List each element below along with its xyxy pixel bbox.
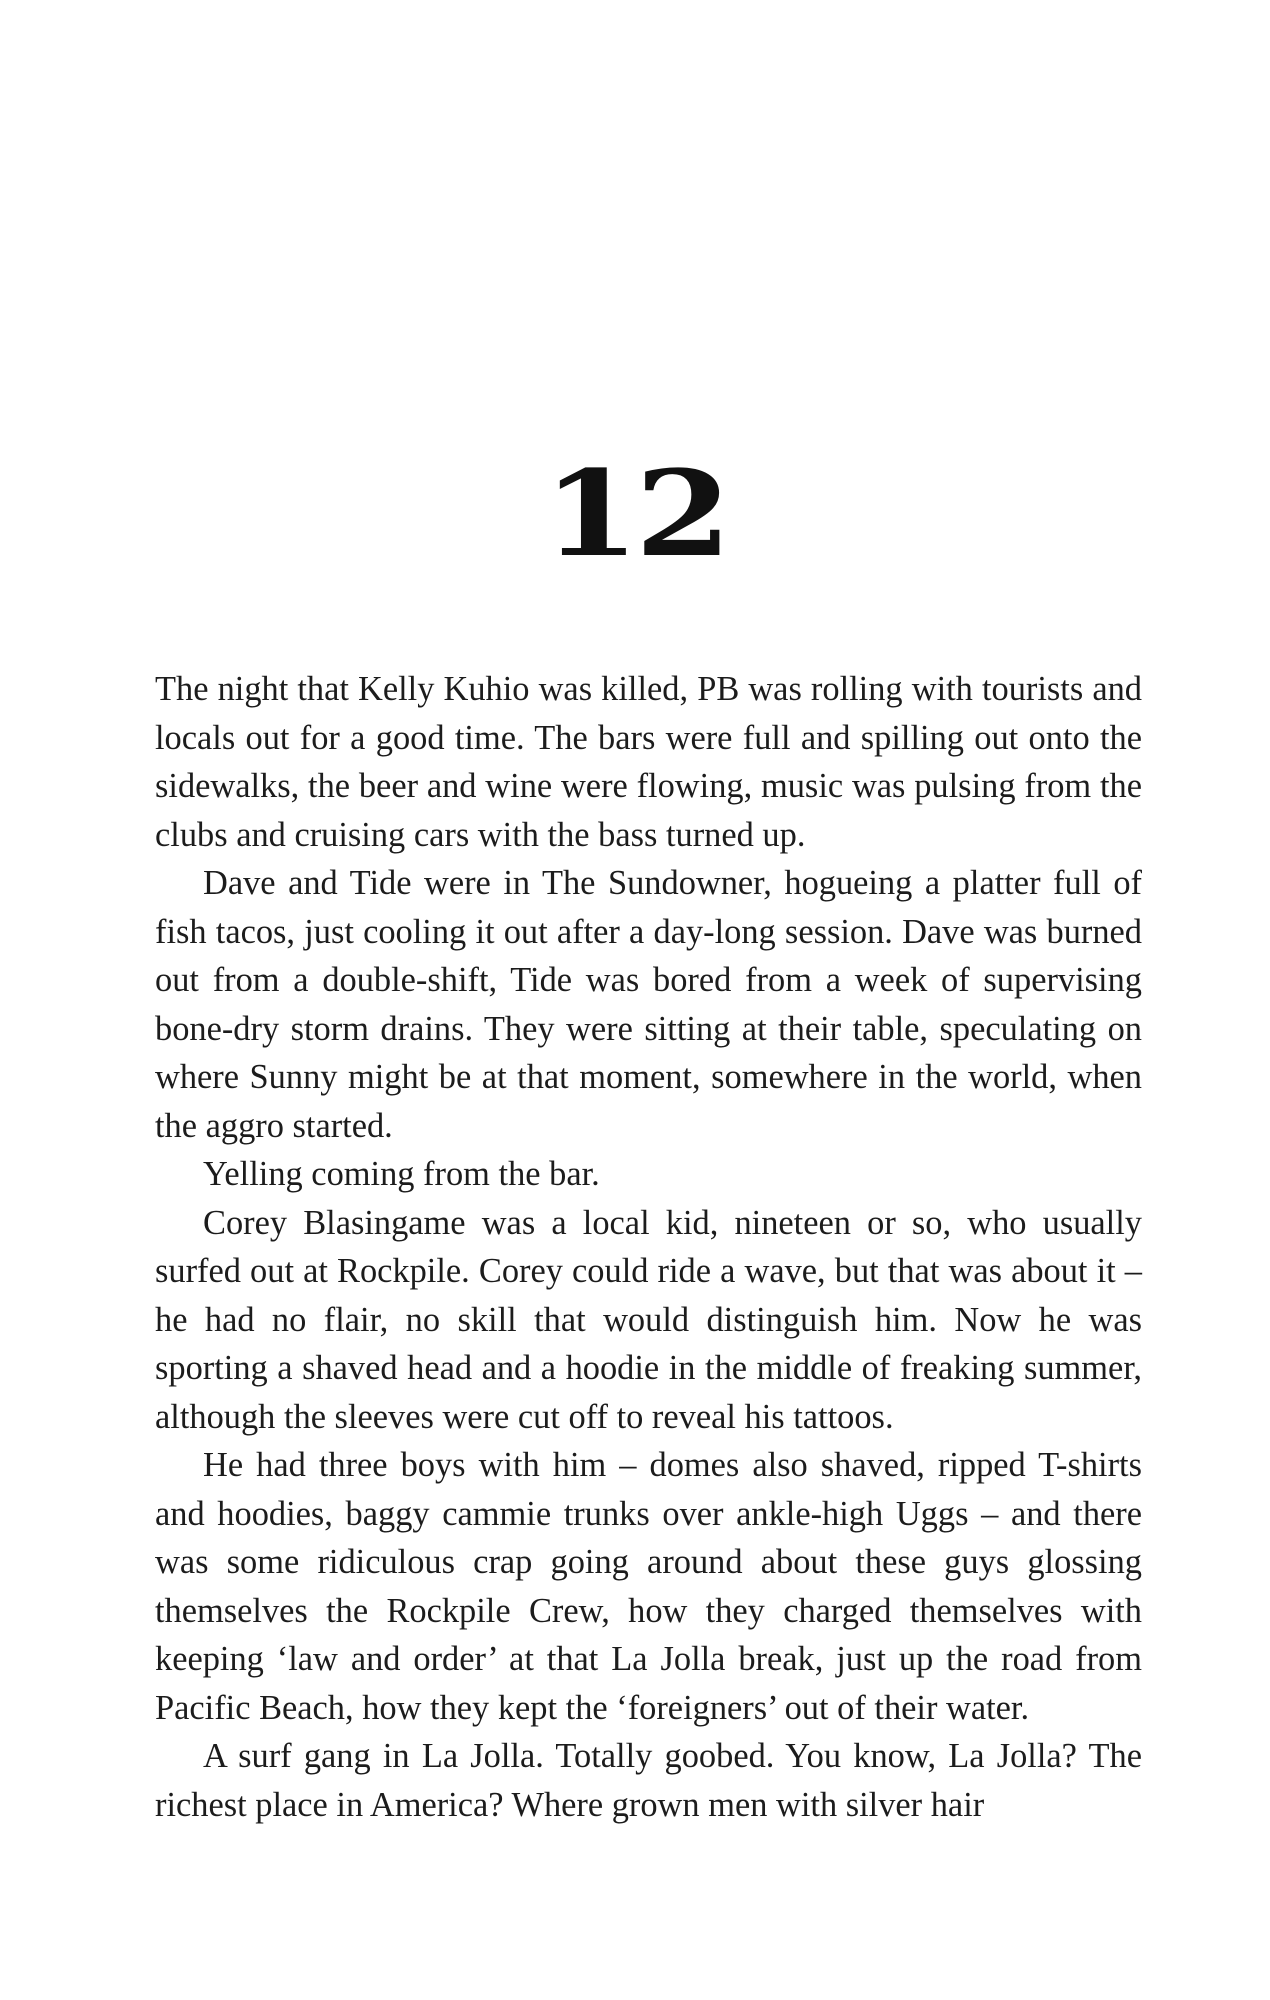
chapter-body xyxy=(155,665,1142,1829)
paragraph: Corey Blasingame was a local kid, nineteen or so, who usually surfed out at Rockpile. Corey could ride a wave, but that was about it – he had no flair, no skill that would distinguish him. Now he was sporting a shaved head and a hoodie in the middle of freaking summer, although the sleeves were cut off to reveal his tattoos. xyxy=(155,1203,1142,1436)
paragraph: A surf gang in La Jolla. Totally goobed. You know, La Jolla? The richest place in America? Where grown men with silver hair xyxy=(155,1737,1142,1824)
paragraph: He had three boys with him – domes also shaved, ripped T-shirts and hoodies, baggy cammie trunks over ankle-high Uggs – and there was some ridiculous crap going around about these guys glossing themselves the Rockpile Crew, how they charged themselves with keeping ‘law and order’ at that La Jolla break, just up the road from Pacific Beach, how they kept the ‘foreigners’ out of their water. xyxy=(155,1446,1142,1727)
paragraph: Yelling coming from the bar. xyxy=(203,1155,600,1193)
paragraph: Dave and Tide were in The Sundowner, hogueing a platter full of fish tacos, just cooling it out after a day-long session. Dave was burned out from a double-shift, Tide was bored from a week of supervising bone-dry storm drains. They were sitting at their table, speculating on where Sunny might be at that moment, somewhere in the world, when the aggro started. xyxy=(155,864,1142,1145)
chapter-number: 12 xyxy=(542,444,728,583)
paragraph: The night that Kelly Kuhio was killed, PB was rolling with tourists and locals out for a good time. The bars were full and spilling out onto the sidewalks, the beer and wine were flowing, music was pulsing from the clubs and cruising cars with the bass turned up. xyxy=(155,670,1142,854)
